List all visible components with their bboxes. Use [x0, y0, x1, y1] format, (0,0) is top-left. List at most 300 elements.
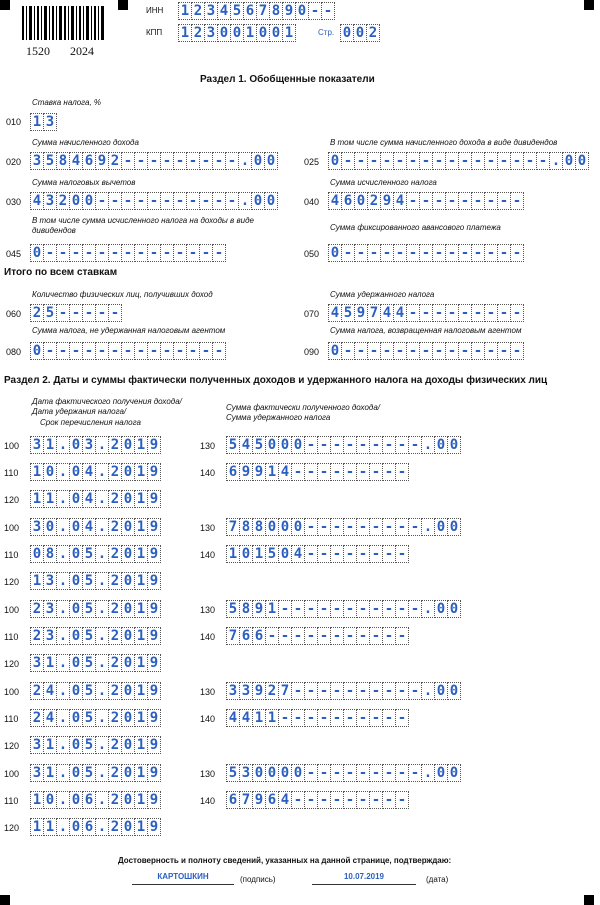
char-cell: 0	[435, 600, 448, 618]
char-cell: 1	[135, 490, 148, 508]
code-010: 010	[6, 117, 22, 127]
label-030: Сумма налоговых вычетов	[32, 178, 136, 187]
char-cell: -	[498, 342, 511, 360]
char-cell: 2	[109, 764, 122, 782]
char-cell: 1	[30, 113, 44, 131]
char-cell: 0	[218, 24, 231, 42]
char-cell: -	[433, 244, 446, 262]
char-cell: .	[57, 436, 70, 454]
char-cell: 9	[240, 463, 253, 481]
char-cell: 0	[122, 682, 135, 700]
char-cell: -	[344, 764, 357, 782]
char-cell: .	[96, 627, 109, 645]
char-cell: -	[344, 463, 357, 481]
char-cell: -	[498, 152, 511, 170]
char-cell: -	[394, 342, 407, 360]
char-cell: -	[357, 545, 370, 563]
date-field-110	[30, 463, 161, 481]
char-cell: 8	[270, 2, 283, 20]
char-cell: 5	[83, 709, 96, 727]
char-cell: -	[370, 791, 383, 809]
totals-title: Итого по всем ставкам	[4, 267, 118, 278]
section2-left-label-2: Дата удержания налога/	[32, 407, 127, 416]
char-cell: 1	[135, 518, 148, 536]
char-cell: 0	[340, 24, 354, 42]
char-cell: 4	[279, 463, 292, 481]
code-120: 120	[4, 659, 20, 669]
char-cell: -	[485, 342, 498, 360]
char-cell: .	[96, 818, 109, 836]
char-cell: -	[305, 709, 318, 727]
section1-title: Раздел 1. Обобщенные показатели	[200, 74, 375, 85]
char-cell: 1	[30, 818, 44, 836]
label-050: Сумма фиксированного авансового платежа	[330, 223, 501, 232]
char-cell: 3	[240, 682, 253, 700]
code-100: 100	[4, 523, 20, 533]
corner-marker-bottom-right	[584, 895, 594, 905]
char-cell: -	[383, 764, 396, 782]
code-110: 110	[4, 796, 19, 806]
char-cell: 2	[109, 572, 122, 590]
char-cell: 0	[354, 24, 367, 42]
char-cell: 1	[266, 600, 279, 618]
char-cell: 1	[44, 764, 57, 782]
char-cell: 7	[240, 791, 253, 809]
code-140: 140	[200, 468, 216, 478]
char-cell: -	[318, 791, 331, 809]
char-cell: 0	[448, 764, 461, 782]
corner-marker-top-center	[118, 0, 128, 10]
char-cell: -	[331, 463, 344, 481]
amount-field-140	[226, 627, 409, 645]
char-cell: 6	[83, 152, 96, 170]
char-cell: .	[96, 600, 109, 618]
char-cell: -	[446, 244, 459, 262]
char-cell: -	[200, 192, 213, 210]
char-cell: 3	[30, 736, 44, 754]
date-field-100	[30, 600, 161, 618]
char-cell: 1	[30, 463, 44, 481]
char-cell: .	[550, 152, 563, 170]
code-100: 100	[4, 769, 20, 779]
char-cell: 1	[178, 2, 192, 20]
char-cell: 1	[135, 682, 148, 700]
char-cell: 3	[205, 2, 218, 20]
char-cell: 2	[367, 24, 380, 42]
char-cell: 1	[44, 736, 57, 754]
char-cell: -	[309, 2, 322, 20]
amount-field-130	[226, 436, 461, 454]
char-cell: -	[200, 342, 213, 360]
barcode-bars	[22, 6, 106, 40]
char-cell: -	[433, 152, 446, 170]
char-cell: 6	[266, 791, 279, 809]
char-cell: 5	[226, 764, 240, 782]
code-140: 140	[200, 714, 216, 724]
char-cell: -	[344, 791, 357, 809]
char-cell: -	[511, 304, 524, 322]
char-cell: 5	[44, 304, 57, 322]
char-cell: -	[174, 342, 187, 360]
char-cell: -	[318, 436, 331, 454]
date-label: (дата)	[426, 875, 449, 884]
char-cell: -	[213, 152, 226, 170]
char-cell: 0	[70, 518, 83, 536]
char-cell: 0	[70, 764, 83, 782]
char-cell: .	[422, 682, 435, 700]
char-cell: 5	[266, 545, 279, 563]
char-cell: -	[318, 764, 331, 782]
withheld-tax-field	[328, 304, 524, 322]
char-cell: -	[355, 244, 368, 262]
label-060: Количество физических лиц, получивших доход	[32, 290, 213, 299]
char-cell: -	[148, 192, 161, 210]
char-cell: -	[318, 709, 331, 727]
char-cell: 4	[381, 304, 394, 322]
char-cell: 0	[122, 600, 135, 618]
char-cell: 0	[83, 192, 96, 210]
char-cell: -	[459, 304, 472, 322]
char-cell: -	[109, 342, 122, 360]
char-cell: 2	[57, 192, 70, 210]
calculated-tax-field	[328, 192, 524, 210]
char-cell: -	[459, 152, 472, 170]
char-cell: 0	[122, 545, 135, 563]
char-cell: 4	[226, 709, 240, 727]
char-cell: -	[305, 682, 318, 700]
accrued-income-field	[30, 152, 278, 170]
char-cell: 0	[448, 436, 461, 454]
char-cell: 3	[83, 436, 96, 454]
char-cell: .	[57, 572, 70, 590]
char-cell: 4	[83, 463, 96, 481]
char-cell: -	[135, 244, 148, 262]
char-cell: 0	[252, 192, 265, 210]
char-cell: 6	[240, 627, 253, 645]
char-cell: 9	[148, 818, 161, 836]
char-cell: 6	[83, 791, 96, 809]
char-cell: 9	[148, 600, 161, 618]
char-cell: -	[370, 764, 383, 782]
char-cell: 2	[368, 192, 381, 210]
char-cell: 4	[394, 304, 407, 322]
section2-left-label-3: Срок перечисления налога	[40, 418, 141, 427]
char-cell: -	[148, 152, 161, 170]
char-cell: 0	[122, 654, 135, 672]
char-cell: 9	[253, 682, 266, 700]
char-cell: -	[357, 764, 370, 782]
char-cell: 4	[292, 545, 305, 563]
rate-field	[30, 113, 57, 131]
code-110: 110	[4, 468, 19, 478]
char-cell: 7	[226, 518, 240, 536]
persons-count-field	[30, 304, 122, 322]
char-cell: -	[357, 436, 370, 454]
char-cell: 7	[226, 627, 240, 645]
char-cell: 9	[148, 791, 161, 809]
label-080: Сумма налога, не удержанная налоговым агентом	[32, 326, 226, 335]
char-cell: -	[109, 304, 122, 322]
char-cell: .	[96, 545, 109, 563]
char-cell: -	[498, 244, 511, 262]
char-cell: -	[357, 627, 370, 645]
char-cell: -	[383, 600, 396, 618]
char-cell: 5	[83, 682, 96, 700]
char-cell: -	[161, 192, 174, 210]
char-cell: -	[409, 764, 422, 782]
char-cell: -	[396, 518, 409, 536]
char-cell: 1	[253, 709, 266, 727]
corner-marker-top-left	[0, 0, 10, 10]
char-cell: -	[226, 152, 239, 170]
char-cell: -	[96, 304, 109, 322]
char-cell: 9	[148, 654, 161, 672]
date-field-110	[30, 709, 161, 727]
char-cell: -	[96, 244, 109, 262]
char-cell: 4	[279, 791, 292, 809]
char-cell: 0	[292, 518, 305, 536]
char-cell: 1	[44, 490, 57, 508]
char-cell: 3	[205, 24, 218, 42]
char-cell: 6	[226, 463, 240, 481]
char-cell: 0	[252, 152, 265, 170]
char-cell: 1	[226, 545, 240, 563]
char-cell: -	[342, 152, 355, 170]
char-cell: 1	[178, 24, 192, 42]
char-cell: 0	[122, 709, 135, 727]
char-cell: -	[344, 518, 357, 536]
code-100: 100	[4, 605, 20, 615]
code-050: 050	[304, 249, 320, 259]
char-cell: .	[57, 627, 70, 645]
inn-label: ИНН	[146, 6, 164, 15]
code-110: 110	[4, 632, 19, 642]
char-cell: -	[370, 600, 383, 618]
char-cell: .	[96, 709, 109, 727]
char-cell: -	[420, 304, 433, 322]
char-cell: -	[407, 244, 420, 262]
char-cell: .	[57, 654, 70, 672]
char-cell: 3	[44, 192, 57, 210]
char-cell: 0	[44, 791, 57, 809]
char-cell: -	[109, 192, 122, 210]
char-cell: 3	[226, 682, 240, 700]
char-cell: 0	[122, 436, 135, 454]
char-cell: 9	[283, 2, 296, 20]
char-cell: -	[70, 244, 83, 262]
char-cell: 5	[253, 436, 266, 454]
char-cell: -	[331, 627, 344, 645]
char-cell: -	[357, 600, 370, 618]
char-cell: 0	[240, 545, 253, 563]
char-cell: -	[318, 545, 331, 563]
char-cell: 0	[435, 764, 448, 782]
char-cell: 2	[109, 818, 122, 836]
char-cell: -	[407, 342, 420, 360]
section2-right-label-2: Сумма удержанного налога	[226, 413, 331, 422]
char-cell: .	[57, 463, 70, 481]
code-140: 140	[200, 796, 216, 806]
char-cell: 2	[109, 436, 122, 454]
char-cell: 1	[135, 627, 148, 645]
char-cell: 0	[563, 152, 576, 170]
char-cell: -	[409, 600, 422, 618]
char-cell: .	[57, 791, 70, 809]
char-cell: .	[57, 682, 70, 700]
sign-date: 10.07.2019	[312, 872, 416, 885]
char-cell: -	[305, 791, 318, 809]
char-cell: 1	[135, 654, 148, 672]
char-cell: .	[422, 436, 435, 454]
char-cell: -	[292, 682, 305, 700]
char-cell: .	[57, 518, 70, 536]
char-cell: 8	[57, 152, 70, 170]
char-cell: 1	[44, 654, 57, 672]
char-cell: -	[511, 342, 524, 360]
char-cell: 0	[435, 518, 448, 536]
char-cell: 3	[30, 764, 44, 782]
char-cell: 8	[253, 518, 266, 536]
char-cell: -	[331, 545, 344, 563]
char-cell: -	[355, 152, 368, 170]
char-cell: 9	[148, 490, 161, 508]
char-cell: -	[226, 192, 239, 210]
char-cell: 2	[30, 600, 44, 618]
code-080: 080	[6, 347, 22, 357]
char-cell: 5	[83, 627, 96, 645]
char-cell: 1	[30, 490, 44, 508]
char-cell: -	[83, 342, 96, 360]
char-cell: 0	[279, 764, 292, 782]
char-cell: 0	[266, 436, 279, 454]
char-cell: 0	[122, 490, 135, 508]
char-cell: -	[331, 764, 344, 782]
code-120: 120	[4, 495, 20, 505]
char-cell: -	[70, 304, 83, 322]
char-cell: 4	[240, 709, 253, 727]
char-cell: 1	[135, 709, 148, 727]
char-cell: -	[383, 682, 396, 700]
char-cell: 2	[109, 654, 122, 672]
char-cell: 0	[328, 342, 342, 360]
char-cell: 2	[192, 2, 205, 20]
char-cell: -	[344, 682, 357, 700]
char-cell: 3	[30, 152, 44, 170]
char-cell: -	[446, 192, 459, 210]
char-cell: 0	[265, 192, 278, 210]
char-cell: -	[446, 342, 459, 360]
char-cell: -	[331, 600, 344, 618]
char-cell: -	[331, 436, 344, 454]
char-cell: -	[83, 244, 96, 262]
date-field-110	[30, 791, 161, 809]
char-cell: 1	[244, 24, 257, 42]
char-cell: -	[200, 152, 213, 170]
char-cell: .	[57, 764, 70, 782]
char-cell: -	[420, 152, 433, 170]
char-cell: 0	[70, 818, 83, 836]
char-cell: 2	[266, 682, 279, 700]
char-cell: 3	[30, 436, 44, 454]
char-cell: -	[342, 244, 355, 262]
char-cell: 0	[435, 682, 448, 700]
char-cell: -	[396, 764, 409, 782]
char-cell: 1	[44, 436, 57, 454]
char-cell: 0	[253, 764, 266, 782]
char-cell: -	[57, 244, 70, 262]
date-field-120	[30, 736, 161, 754]
char-cell: 0	[292, 436, 305, 454]
char-cell: 1	[266, 709, 279, 727]
label-070: Сумма удержанного налога	[330, 290, 435, 299]
char-cell: -	[446, 304, 459, 322]
char-cell: 9	[148, 682, 161, 700]
char-cell: -	[459, 342, 472, 360]
char-cell: 2	[192, 24, 205, 42]
char-cell: 1	[135, 600, 148, 618]
char-cell: 5	[83, 545, 96, 563]
char-cell: 4	[83, 518, 96, 536]
char-cell: -	[148, 342, 161, 360]
char-cell: -	[433, 342, 446, 360]
char-cell: 1	[135, 436, 148, 454]
char-cell: -	[368, 342, 381, 360]
char-cell: -	[187, 244, 200, 262]
char-cell: -	[383, 545, 396, 563]
char-cell: -	[44, 342, 57, 360]
page-label: Стр.	[318, 28, 335, 37]
char-cell: -	[396, 791, 409, 809]
char-cell: -	[135, 152, 148, 170]
char-cell: -	[381, 342, 394, 360]
char-cell: -	[383, 436, 396, 454]
char-cell: -	[370, 682, 383, 700]
char-cell: 3	[30, 654, 44, 672]
char-cell: 0	[328, 244, 342, 262]
code-030: 030	[6, 197, 22, 207]
char-cell: 9	[381, 192, 394, 210]
char-cell: 0	[448, 600, 461, 618]
char-cell: -	[409, 518, 422, 536]
char-cell: 2	[30, 709, 44, 727]
char-cell: -	[357, 709, 370, 727]
char-cell: .	[96, 682, 109, 700]
dividend-income-field	[328, 152, 589, 170]
code-120: 120	[4, 577, 20, 587]
char-cell: 2	[109, 518, 122, 536]
char-cell: -	[485, 244, 498, 262]
char-cell: -	[409, 682, 422, 700]
code-045: 045	[6, 249, 22, 259]
char-cell: .	[96, 518, 109, 536]
char-cell: -	[174, 152, 187, 170]
char-cell: .	[57, 600, 70, 618]
char-cell: -	[472, 192, 485, 210]
char-cell: -	[305, 463, 318, 481]
char-cell: 9	[148, 436, 161, 454]
char-cell: -	[420, 192, 433, 210]
char-cell: -	[370, 518, 383, 536]
char-cell: 0	[576, 152, 589, 170]
char-cell: 0	[122, 818, 135, 836]
char-cell: 1	[253, 545, 266, 563]
char-cell: 0	[122, 518, 135, 536]
amount-field-130	[226, 518, 461, 536]
char-cell: 6	[244, 2, 257, 20]
amount-field-140	[226, 791, 409, 809]
char-cell: -	[394, 152, 407, 170]
char-cell: 3	[30, 518, 44, 536]
